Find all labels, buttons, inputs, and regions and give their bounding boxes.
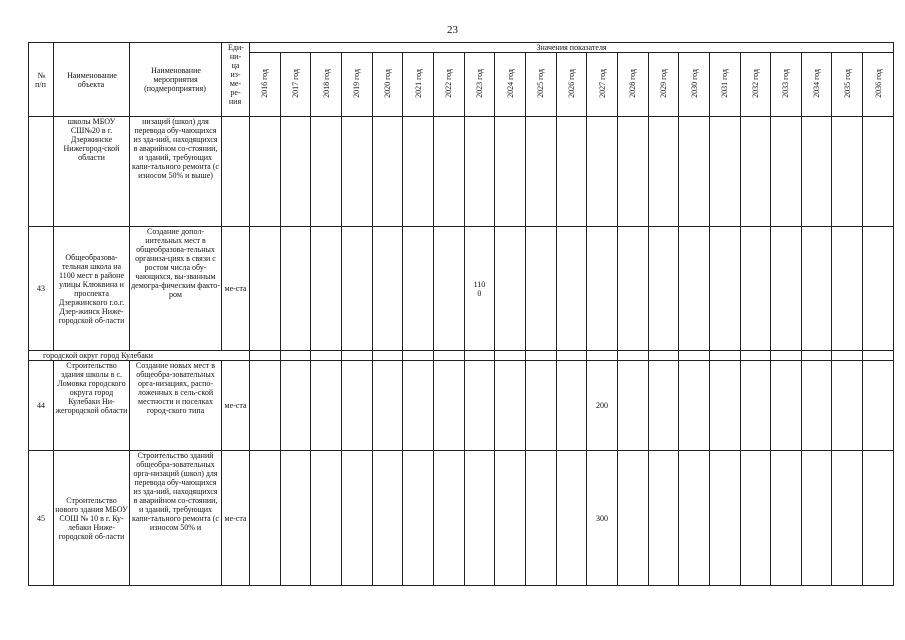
section-empty-cell [525,351,556,361]
event-name-text: Строительство зданий общеобра-зовательных орга-низаций (школ) для перевода обу-чающихся из зда-ний, находящихся в аварийном со-стоянии, и зданий, требующих капи-тального ремонта (с износом 50% и [132,451,219,532]
header-year-label: 2018 год [321,69,331,98]
value-cell [403,227,434,351]
section-empty-cell [372,351,403,361]
value-cell [403,117,434,227]
value-cell [771,117,802,227]
value-cell [433,451,464,586]
header-year-label: 2019 год [352,69,362,98]
value-cell [341,361,372,451]
value-cell [556,451,587,586]
value-cell [250,361,281,451]
value-cell [587,227,618,351]
header-year [709,53,740,117]
event-name-text: низаций (школ) для перевода обу-чающихся из зда-ний, находящихся в аварийном со-стоянии, и зданий, требующих капи-тального ремонта (с износом 50% и выше) [132,117,219,180]
event-name-text: Создание новых мест в общеобра-зовательных орга-низациях, распо-ложенных в сель-ской местности и поселках город-ского типа [135,361,216,415]
value-cell [495,361,526,451]
header-object-text: Наименование объекта [67,70,117,89]
section-empty-cell [311,351,342,361]
header-values-title: Значения показателя [250,43,894,53]
value-cell [495,117,526,227]
object-name [54,117,130,227]
header-year [801,53,832,117]
value-cell [556,361,587,451]
header-year [679,53,710,117]
value-cell [801,451,832,586]
section-empty-cell [709,351,740,361]
value-cell [863,361,894,451]
value-cell [495,227,526,351]
header-year-label: 2022 год [444,69,454,98]
header-year-label: 2034 год [812,69,822,98]
header-year-label: 2017 год [290,69,300,98]
event-name [130,451,222,586]
header-year [740,53,771,117]
value-cell [311,361,342,451]
value-cell [403,451,434,586]
value-cell [617,227,648,351]
header-year-label: 2029 год [658,69,668,98]
object-name-text: школы МБОУ СШ№20 в г. Дзержинске Нижегород-ской области [63,117,120,162]
value-cell [771,227,802,351]
value-cell [648,117,679,227]
value-cell [556,227,587,351]
value-cell [832,117,863,227]
event-name [130,117,222,227]
row-number-text: 43 [37,284,45,293]
value-cell [341,117,372,227]
header-year-label: 2031 год [720,69,730,98]
value-cell [311,227,342,351]
value-cell [464,361,495,451]
section-empty-cell [495,351,526,361]
section-empty-cell [556,351,587,361]
row-number-text: 44 [37,401,45,410]
header-year [771,53,802,117]
section-empty-cell [771,351,802,361]
value-cell [679,451,710,586]
value-cell [648,451,679,586]
section-empty-cell [863,351,894,361]
header-year [863,53,894,117]
section-label: городской округ город Кулебаки [29,351,250,361]
unit-cell-text: ме-ста [224,401,247,410]
header-year-label: 2020 год [382,69,392,98]
value-cell [250,117,281,227]
page-number: 23 [447,24,458,36]
unit-cell-text: ме-ста [224,284,247,293]
value-cell [556,117,587,227]
header-num-text: № п/п [35,70,46,89]
value-cell [341,227,372,351]
value-cell [587,117,618,227]
value-cell [679,227,710,351]
header-object [54,43,130,117]
section-row [29,351,894,361]
value-cell [372,117,403,227]
value-cell [648,227,679,351]
value-cell [280,361,311,451]
value-cell [863,227,894,351]
header-year-label: 2035 год [842,69,852,98]
table-row [29,361,894,451]
event-name-text: Создание допол-нительных мест в общеобразова-тельных организа-циях в связи с ростом числа обу-чающихся, вы-званным демогра-фическим факто-ром [131,227,220,299]
value-cell [740,117,771,227]
section-empty-cell [617,351,648,361]
row-number-text: 45 [37,513,45,523]
value-cell [280,227,311,351]
value-cell [740,227,771,351]
header-year-label: 2021 год [413,69,423,98]
value-cell [495,451,526,586]
section-empty-cell [280,351,311,361]
value-cell [525,227,556,351]
header-year [832,53,863,117]
value-cell [709,117,740,227]
header-year [311,53,342,117]
value-cell [250,451,281,586]
header-year-label: 2016 год [260,69,270,98]
header-year-label: 2028 год [628,69,638,98]
section-empty-cell [587,351,618,361]
table-row [29,117,894,227]
section-empty-cell [403,351,434,361]
table-body [29,117,894,586]
value-cell [771,451,802,586]
header-year-label: 2023 год [474,69,484,98]
unit-cell [222,227,250,351]
value-cell [525,361,556,451]
indicator-table [28,42,894,586]
section-empty-cell [801,351,832,361]
header-unit-text: Еди- ни- ца из- ме- ре- ния [228,43,244,106]
value-cell [433,117,464,227]
value-cell [679,117,710,227]
row-number [29,117,54,227]
header-event [130,43,222,117]
object-name [54,451,130,586]
value-cell [617,361,648,451]
value-cell [250,227,281,351]
value-cell [280,117,311,227]
unit-cell [222,361,250,451]
table-row [29,451,894,586]
object-name [54,227,130,351]
header-year [464,53,495,117]
header-year [403,53,434,117]
value-cell [863,117,894,227]
object-name-text: Строительство нового здания МБОУ СОШ № 10 в г. Ку-лебаки Ниже-городской об-ласти [55,495,128,541]
object-name [54,361,130,451]
value-cell [709,451,740,586]
header-year [648,53,679,117]
header-year-label: 2026 год [566,69,576,98]
unit-cell [222,117,250,227]
section-empty-cell [832,351,863,361]
value-cell [801,361,832,451]
value-cell [617,451,648,586]
value-cell [617,117,648,227]
value-cell [832,361,863,451]
value-cell [311,117,342,227]
value-cell [464,451,495,586]
value-cell [801,117,832,227]
header-year [587,53,618,117]
section-empty-cell [341,351,372,361]
value-cell [372,227,403,351]
header-year [617,53,648,117]
value-cell [525,117,556,227]
value-cell [311,451,342,586]
value-cell: 200 [587,361,618,451]
header-event-text: Наименование мероприятия (подмероприятия) [144,66,206,93]
object-name-text: Строительство здания школы в с. Ломовка городского округа город Кулебаки Ни-жегородской области [55,361,128,415]
header-year-label: 2032 год [750,69,760,98]
value-cell [740,451,771,586]
section-empty-cell [433,351,464,361]
unit-cell-text: ме-ста [224,513,247,523]
value-cell [863,451,894,586]
row-number [29,451,54,586]
table-row [29,227,894,351]
value-cell [464,117,495,227]
header-year-label: 2024 год [505,69,515,98]
value-cell [525,451,556,586]
header-num [29,43,54,117]
value-cell [280,451,311,586]
value-cell [372,361,403,451]
header-year [495,53,526,117]
value-cell [403,361,434,451]
value-cell: 110 0 [464,227,495,351]
event-name [130,227,222,351]
header-year-label: 2036 год [873,69,883,98]
value-cell [648,361,679,451]
object-name-text: Общеобразова-тельная школа на 1100 мест в районе улицы Клюквина и проспекта Дзержинского г.о.г. Дзер-жинск Ниже-городской об-ласти [58,252,125,325]
indicator-table-wrapper [28,42,894,586]
row-number [29,361,54,451]
header-year [525,53,556,117]
header-unit [222,43,250,117]
section-empty-cell [250,351,281,361]
section-empty-cell [679,351,710,361]
section-empty-cell [740,351,771,361]
value-cell [740,361,771,451]
header-year-label: 2027 год [597,69,607,98]
header-year [341,53,372,117]
value-cell [801,227,832,351]
header-year [372,53,403,117]
value-cell [433,361,464,451]
header-year-label: 2025 год [536,69,546,98]
value-cell [433,227,464,351]
header-year [280,53,311,117]
value-cell: 300 [587,451,618,586]
row-number [29,227,54,351]
header-year-label: 2033 год [781,69,791,98]
value-cell [709,227,740,351]
header-year-label: 2030 год [689,69,699,98]
header-year [556,53,587,117]
value-cell [372,451,403,586]
value-cell [771,361,802,451]
header-year [433,53,464,117]
value-cell [341,451,372,586]
section-empty-cell [464,351,495,361]
value-cell [832,451,863,586]
event-name [130,361,222,451]
value-cell [679,361,710,451]
unit-cell [222,451,250,586]
value-cell [832,227,863,351]
value-cell [709,361,740,451]
section-empty-cell [648,351,679,361]
header-year [250,53,281,117]
